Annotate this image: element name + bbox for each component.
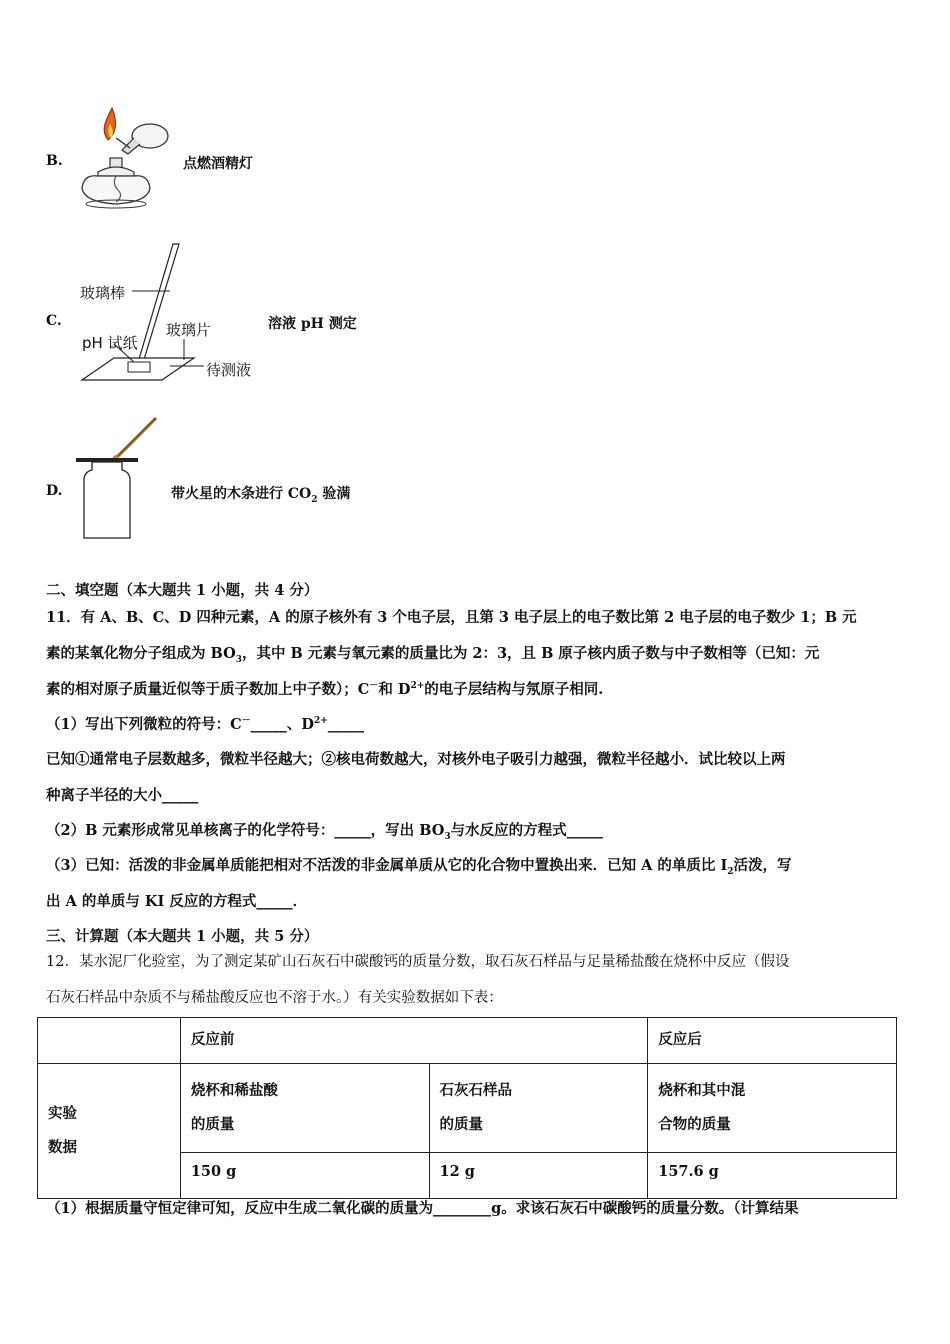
q11-sub1 [46,713,364,734]
q11-line2 [46,642,819,665]
q11-line2-sub: 3 [235,654,242,665]
data-table [37,1017,897,1199]
q11-sub3-line2: 出 A 的单质与 KI 反应的方程式_____． [46,893,308,910]
q11-line3-a: 素的相对原子质量近似等于质子数加上中子数）；C [46,681,370,698]
table-row-label [38,1064,181,1199]
option-c-caption: 溶液 pH 测定 [268,316,357,332]
alcohol-lamp-figure [72,98,176,210]
option-d-caption-sub: 2 [311,494,318,505]
table-value-1: 150 g [180,1153,429,1199]
col1-line2: 的质量 [190,1116,235,1133]
q12-line1: 12．某水泥厂化验室，为了测定某矿山石灰石中碳酸钙的质量分数，取石灰石样品与足量稀盐酸在烧杯中反应（假设 [46,954,790,970]
option-c-label: C. [46,313,62,329]
q11-sub1-b: _____、D [250,716,314,733]
q11-line3-sup1: － [369,681,379,692]
col1-line1: 烧杯和稀盐酸 [190,1082,278,1099]
row-label-line2: 数据 [48,1139,77,1156]
col2-line1: 石灰石样品 [439,1082,513,1099]
q11-known1: 已知①通常电子层数越多，微粒半径越大；②核电荷数越大，对核外电子吸引力越强，微粒半径越小．试比较以上两 [46,751,786,768]
q11-sub3-b: 活泼，写 [733,857,792,874]
gas-jar-figure [74,414,164,542]
q11-sub1-c: _____ [327,716,365,733]
row-label-line1: 实验 [48,1105,77,1122]
slide-label: 玻璃片 [166,321,212,339]
option-d-caption [171,483,350,505]
q11-line3 [46,678,603,699]
q11-sub3-sub: 2 [727,866,734,877]
q11-sub1-sup1: － [241,716,251,727]
col2-line2: 的质量 [439,1116,484,1133]
q11-sub1-sup2: 2+ [313,716,328,727]
table-corner-cell [38,1018,181,1064]
table-col1-header [180,1064,429,1153]
q11-sub3-a: （3）已知：活泼的非金属单质能把相对不活泼的非金属单质从它的化合物中置换出来．已知 A 的单质比 I [46,857,728,874]
rod-label: 玻璃棒 [80,284,126,302]
q11-line3-b: 和 D [378,681,411,698]
ph-test-figure [74,238,264,386]
q11-line1: 11．有 A、B、C、D 四种元素，A 的原子核外有 3 个电子层，且第 3 电子层上的电子数比第 2 电子层的电子数少 1；B 元 [46,609,857,626]
section2-heading: 二、填空题（本大题共 1 小题，共 4 分） [46,582,319,599]
q11-known2: 种离子半径的大小_____ [46,787,199,804]
table-header-before: 反应前 [180,1018,647,1064]
q11-line3-sup2: 2+ [410,681,425,692]
paper-label: pH 试纸 [82,334,138,352]
q11-sub2-b: 与水反应的方程式_____ [450,822,603,839]
section3-heading: 三、计算题（本大题共 1 小题，共 5 分） [46,928,319,945]
col3-line1: 烧杯和其中混 [658,1082,746,1099]
table-col2-header [429,1064,648,1153]
liquid-label: 待测液 [206,361,252,379]
q12-sub1: （1）根据质量守恒定律可知，反应中生成二氧化碳的质量为________g。求该石灰石中碳酸钙的质量分数。（计算结果 [46,1200,799,1217]
option-d-caption-end: 验满 [317,486,351,502]
table-col3-header [648,1064,897,1153]
table-value-3: 157.6 g [648,1153,897,1199]
option-b-label: B. [46,153,63,169]
option-d-caption-text: 带火星的木条进行 CO [171,486,312,502]
table-header-after: 反应后 [648,1018,897,1064]
q11-sub2 [46,819,603,842]
q12-line2: 石灰石样品中杂质不与稀盐酸反应也不溶于水。）有关实验数据如下表： [46,990,503,1006]
option-b-caption: 点燃酒精灯 [183,156,253,172]
option-d-label: D. [46,483,63,499]
q11-sub3 [46,854,792,877]
col3-line2: 合物的质量 [658,1116,731,1133]
q11-sub2-a: （2）B 元素形成常见单核离子的化学符号：_____，写出 BO [46,822,445,839]
q11-line2-b: ，其中 B 元素与氧元素的质量比为 2：3，且 B 原子核内质子数与中子数相等（已知：元 [241,645,820,662]
table-value-2: 12 g [429,1153,648,1199]
q11-line2-a: 素的某氧化物分子组成为 BO [46,645,236,662]
q11-sub1-a: （1）写出下列微粒的符号：C [46,716,242,733]
q11-line3-c: 的电子层结构与氖原子相同. [424,681,604,698]
q11-sub2-sub: 3 [444,831,451,842]
